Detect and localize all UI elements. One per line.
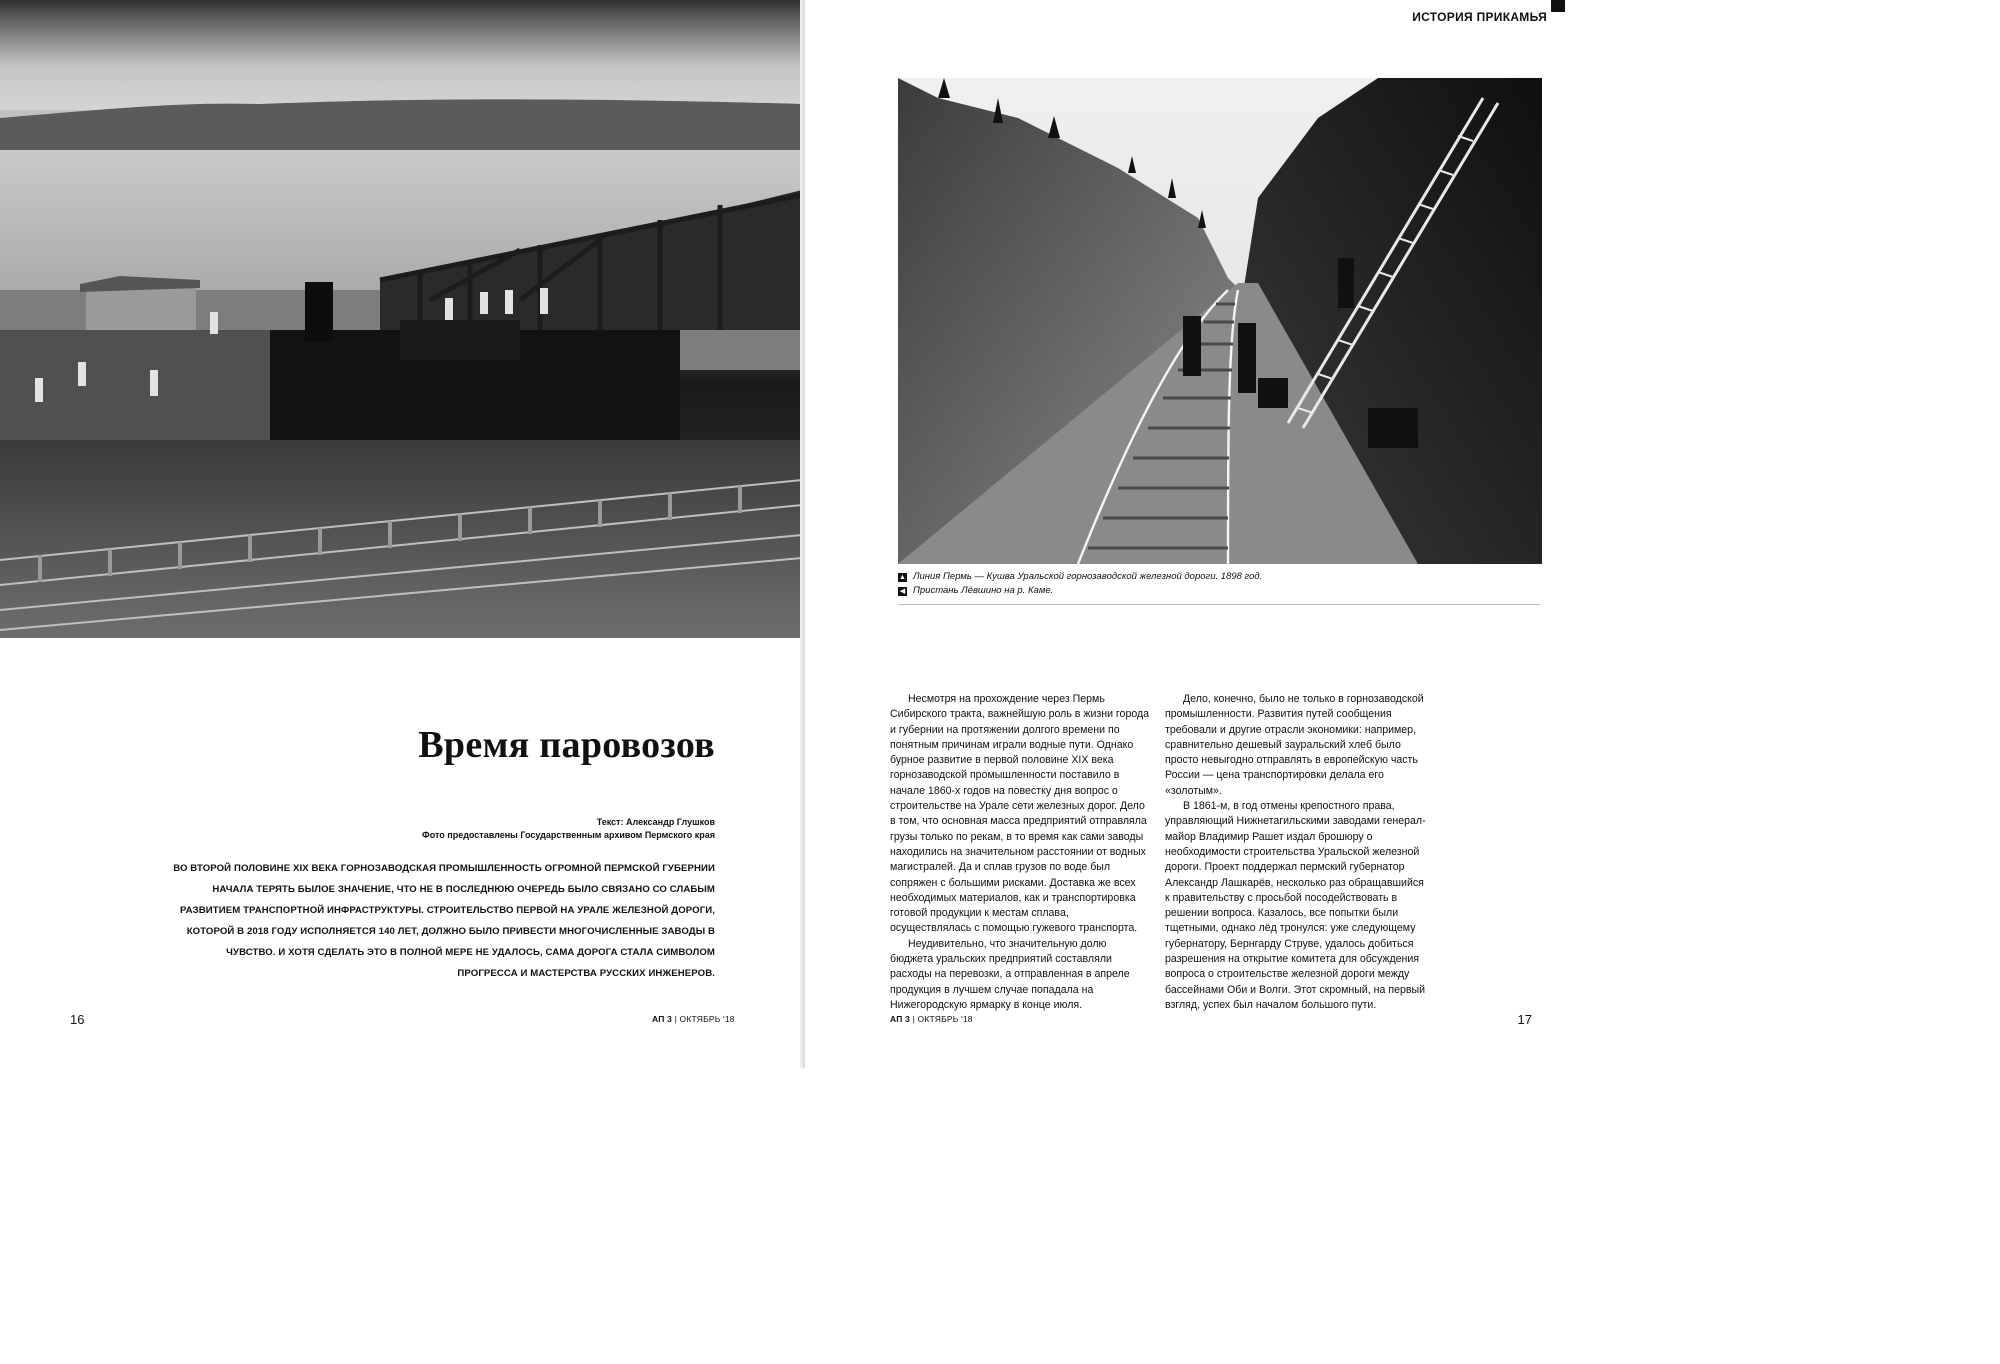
paragraph: Дело, конечно, было не только в горнозаводской промышленности. Развития путей сообщения требовали и другие отрасли экономики: например, сравнительно дешевый зауральский хлеб было просто невыгодно отправлять в европейскую часть России — цена транспортировки делала его «золотым». — [1165, 693, 1424, 797]
caption-divider — [898, 604, 1540, 605]
paragraph: Несмотря на прохождение через Пермь Сибирского тракта, важнейшую роль в жизни города и губернии на протяжении долгого времени по понятным причинам играли водные пути. Однако бурное развитие в первой половине XIX века горнозаводской промышленности поставило в начале 1860-х годов на повестку дня вопрос о строительстве на Урале сети железных дорог. Дело в том, что основная масса предприятий отправляла грузы только по рекам, в то время как сами заводы находились на значительном расстоянии от водных магистралей. Да и сплав грузов по воде был сопряжен с большими рисками. Доставка же всех необходимых материалов, как и транспортировка готовой продукции к местам сплава, осуществлялась с помощью гужевого транспорта. — [890, 693, 1150, 935]
caption-text: Линия Пермь — Кушва Уральской горнозаводской железной дороги. 1898 год. — [913, 571, 1263, 582]
issue-label: АП 3 — [652, 1014, 673, 1024]
body-column-1 — [890, 692, 1152, 1013]
issue-footer-left — [652, 1014, 735, 1024]
caption-row — [898, 584, 1538, 598]
photo-railway-cut — [898, 78, 1542, 564]
photo-captions — [898, 570, 1538, 598]
left-page — [0, 0, 805, 1068]
issue-date: | ОКТЯБРЬ '18 — [910, 1014, 973, 1024]
body-column-2 — [1165, 692, 1427, 1013]
right-page — [805, 0, 1565, 1068]
caption-row — [898, 570, 1538, 584]
page-number-right: 17 — [1517, 1012, 1532, 1027]
issue-date: | ОКТЯБРЬ '18 — [672, 1014, 735, 1024]
article-lead: ВО ВТОРОЙ ПОЛОВИНЕ XIX ВЕКА ГОРНОЗАВОДСКАЯ ПРОМЫШЛЕННОСТЬ ОГРОМНОЙ ПЕРМСКОЙ ГУБЕРНИИ НАЧАЛА ТЕРЯТЬ БЫЛОЕ ЗНАЧЕНИЕ, ЧТО НЕ В ПОСЛЕДНЮЮ ОЧЕРЕДЬ БЫЛО СВЯЗАНО СО СЛАБЫМ РАЗВИТИЕМ ТРАНСПОРТНОЙ ИНФРАСТРУКТУРЫ. СТРОИТЕЛЬСТВО ПЕРВОЙ НА УРАЛЕ ЖЕЛЕЗНОЙ ДОРОГИ, КОТОРОЙ В 2018 ГОДУ ИСПОЛНЯЕТСЯ 140 ЛЕТ, ДОЛЖНО БЫЛО ПРИВЕСТИ МНОГОЧИСЛЕННЫЕ ЗАВОДЫ В ЧУВСТВО. И ХОТЯ СДЕЛАТЬ ЭТО В ПОЛНОЙ МЕРЕ НЕ УДАЛОСЬ, САМА ДОРОГА СТАЛА СИМВОЛОМ ПРОГРЕССА И МАСТЕРСТВА РУССКИХ ИНЖЕНЕРОВ. — [173, 863, 715, 979]
triangle-up-icon: ▲ — [899, 573, 906, 581]
paragraph: Неудивительно, что значительную долю бюджета уральских предприятий составляли расходы на перевозки, а отправленная в апреле продукция в лучшем случае попадала на Нижегородскую ярмарку в конце июля. — [890, 937, 1130, 1011]
article-credits — [300, 816, 715, 842]
paragraph: В 1861-м, в год отмены крепостного права, управляющий Нижнетагильскими заводами генерал-майор Владимир Рашет издал брошюру о необходимости строительства Уральской железной дороги. Проект поддержал пермский губернатор Александр Лашкарёв, несколько раз обращавшийся к правительству с просьбой посодействовать в решении вопроса. Казалось, все попытки были тщетными, однако лёд тронулся: уже следующему губернатору, Бернгарду Струве, удалось добиться разрешения на открытие комитета для обсуждения вопроса о строительстве железной дороги между бассейнами Оби и Волги. Этот скромный, на первый взгляд, успех был началом большого пути. — [1165, 800, 1426, 1011]
photo-railway-drawing — [898, 78, 1542, 564]
issue-footer-right — [890, 1014, 973, 1024]
issue-label: АП 3 — [890, 1014, 911, 1024]
page-number-left: 16 — [70, 1012, 85, 1027]
credit-photo: Фото предоставлены Государственным архивом Пермского края — [422, 830, 715, 840]
credit-author: Текст: Александр Глушков — [596, 817, 715, 827]
article-title: Время паровозов — [418, 724, 715, 766]
section-tag: ИСТОРИЯ ПРИКАМЬЯ — [1412, 10, 1565, 24]
photo-levshino-pier — [0, 0, 802, 638]
photo-levshino-drawing — [0, 0, 802, 638]
triangle-left-icon: ◀ — [899, 587, 906, 595]
caption-text: Пристань Лёвшино на р. Каме. — [913, 585, 1054, 596]
